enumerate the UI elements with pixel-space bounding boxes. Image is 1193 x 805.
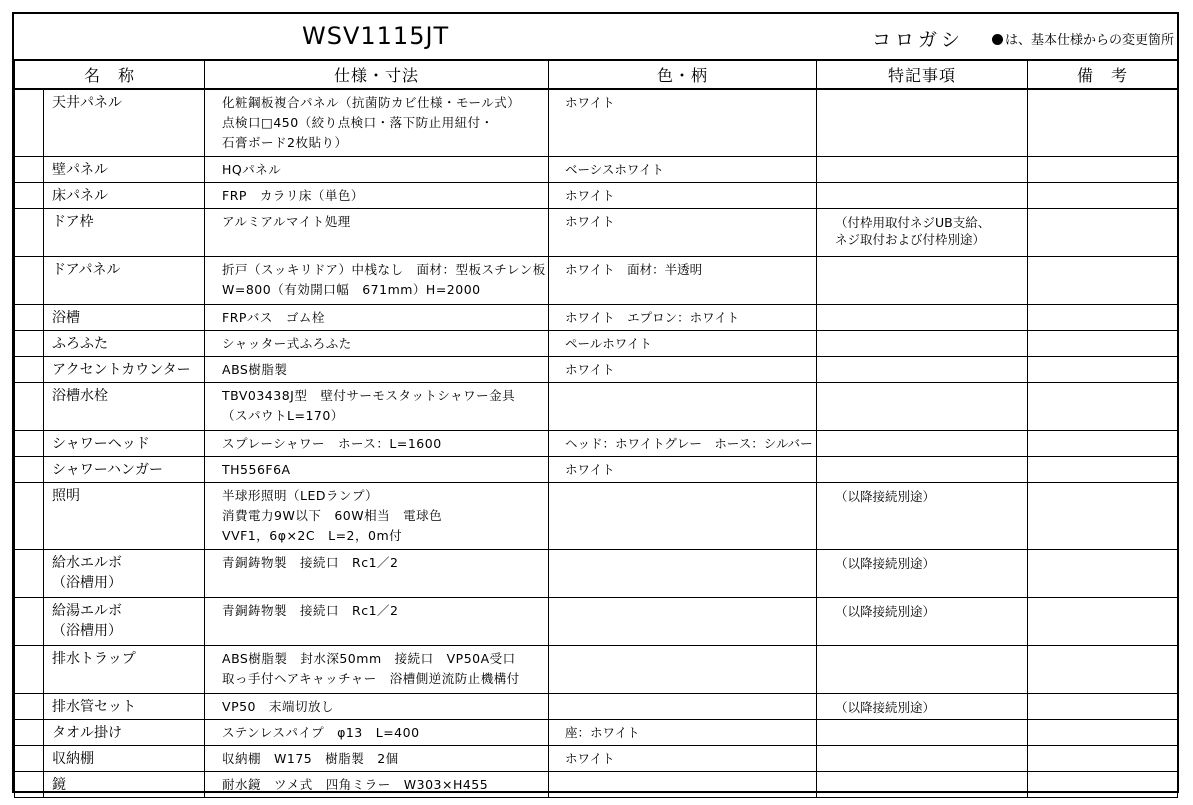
spec-cell bbox=[205, 209, 549, 257]
table-row bbox=[15, 89, 1178, 157]
name-text: 照明 bbox=[52, 488, 80, 504]
spec-cell bbox=[205, 257, 549, 305]
change-mark-cell bbox=[15, 257, 44, 305]
change-mark-cell bbox=[15, 331, 44, 357]
name-text: 収納棚 bbox=[52, 751, 94, 767]
name-cell bbox=[44, 431, 205, 457]
name-text: 浴槽 bbox=[52, 310, 80, 326]
name-cell bbox=[44, 157, 205, 183]
name-text: 給湯エルボ bbox=[52, 603, 122, 619]
change-mark-cell bbox=[15, 550, 44, 598]
table-row bbox=[15, 257, 1178, 305]
remarks-cell bbox=[1028, 357, 1178, 383]
color-cell bbox=[549, 431, 817, 457]
name-text: 排水トラップ bbox=[52, 651, 136, 667]
spec-text: 青銅鋳物製 接続口 Rc1／2 bbox=[222, 603, 399, 618]
remarks-cell bbox=[1028, 457, 1178, 483]
color-cell bbox=[549, 720, 817, 746]
table-header-row bbox=[15, 60, 1178, 90]
color-text: ホワイト bbox=[565, 362, 615, 377]
color-cell bbox=[549, 331, 817, 357]
spec-text: 半球形照明（LEDランプ） bbox=[222, 488, 379, 503]
name-cell bbox=[44, 305, 205, 331]
color-cell bbox=[549, 157, 817, 183]
spec-text: 収納棚 W175 樹脂製 2個 bbox=[222, 751, 399, 766]
spec-cell bbox=[205, 483, 549, 550]
special-cell bbox=[817, 183, 1028, 209]
change-mark-cell bbox=[15, 431, 44, 457]
spec-cell bbox=[205, 550, 549, 598]
color-cell bbox=[549, 772, 817, 798]
color-text: ヘッド：ホワイトグレー ホース：シルバー bbox=[565, 436, 813, 451]
spec-text: 折戸（スッキリドア）中桟なし 面材：型板スチレン板 bbox=[222, 262, 546, 277]
spec-text: TH556F6A bbox=[222, 462, 291, 477]
spec-sheet bbox=[12, 12, 1179, 793]
spec-table bbox=[14, 59, 1178, 798]
special-text: （以降接続別途） bbox=[835, 556, 936, 571]
spec-cell bbox=[205, 598, 549, 646]
change-mark-cell bbox=[15, 383, 44, 431]
name-cell bbox=[44, 183, 205, 209]
special-cell bbox=[817, 646, 1028, 694]
header-remarks: 備 考 bbox=[1028, 60, 1178, 90]
spec-text: TBV03438J型 壁付サーモスタットシャワー金具 bbox=[222, 388, 516, 403]
name-cell bbox=[44, 550, 205, 598]
name-text: 給水エルボ bbox=[52, 555, 122, 571]
remarks-cell bbox=[1028, 305, 1178, 331]
spec-cell bbox=[205, 183, 549, 209]
remarks-cell bbox=[1028, 331, 1178, 357]
special-text: （以降接続別途） bbox=[835, 604, 936, 619]
color-cell bbox=[549, 89, 817, 157]
table-row bbox=[15, 694, 1178, 720]
change-mark-cell bbox=[15, 772, 44, 798]
remarks-cell bbox=[1028, 383, 1178, 431]
model-number: WSV1115JT bbox=[302, 22, 450, 50]
spec-cell bbox=[205, 89, 549, 157]
name-text: ふろふた bbox=[52, 336, 108, 352]
change-mark-cell bbox=[15, 646, 44, 694]
spec-text: ABS樹脂製 封水深50mm 接続口 VP50A受口 bbox=[222, 651, 516, 666]
change-mark-cell bbox=[15, 357, 44, 383]
change-mark-cell bbox=[15, 746, 44, 772]
special-cell bbox=[817, 257, 1028, 305]
name-text: 壁パネル bbox=[52, 162, 108, 178]
change-mark-cell bbox=[15, 209, 44, 257]
name-text: （浴槽用） bbox=[52, 575, 122, 591]
table-body bbox=[15, 89, 1178, 798]
name-text: 天井パネル bbox=[52, 95, 122, 111]
remarks-cell bbox=[1028, 483, 1178, 550]
spec-text: W=800（有効開口幅 671mm）H=2000 bbox=[222, 282, 481, 297]
remarks-cell bbox=[1028, 720, 1178, 746]
remarks-cell bbox=[1028, 89, 1178, 157]
change-mark-cell bbox=[15, 598, 44, 646]
spec-cell bbox=[205, 772, 549, 798]
remarks-cell bbox=[1028, 598, 1178, 646]
spec-text: VP50 末端切放し bbox=[222, 699, 335, 714]
special-cell bbox=[817, 598, 1028, 646]
table-row bbox=[15, 209, 1178, 257]
table-row bbox=[15, 431, 1178, 457]
name-cell bbox=[44, 598, 205, 646]
remarks-cell bbox=[1028, 431, 1178, 457]
name-cell bbox=[44, 646, 205, 694]
change-mark-cell bbox=[15, 183, 44, 209]
color-cell bbox=[549, 357, 817, 383]
special-cell bbox=[817, 431, 1028, 457]
color-text: 座：ホワイト bbox=[565, 725, 640, 740]
table-row bbox=[15, 383, 1178, 431]
bullet-dot-icon bbox=[992, 34, 1003, 45]
special-cell bbox=[817, 305, 1028, 331]
name-text: 鏡 bbox=[52, 777, 66, 793]
table-row bbox=[15, 550, 1178, 598]
table-row bbox=[15, 598, 1178, 646]
special-cell bbox=[817, 720, 1028, 746]
spec-cell bbox=[205, 646, 549, 694]
table-row bbox=[15, 457, 1178, 483]
change-note-text: は、基本仕様からの変更箇所 bbox=[1005, 33, 1175, 48]
color-cell bbox=[549, 746, 817, 772]
special-text: （以降接続別途） bbox=[835, 700, 936, 715]
name-text: ドアパネル bbox=[52, 262, 121, 278]
name-cell bbox=[44, 694, 205, 720]
spec-text: シャッター式ふろふた bbox=[222, 336, 352, 351]
table-row bbox=[15, 720, 1178, 746]
remarks-cell bbox=[1028, 209, 1178, 257]
spec-text: 点検口□450（絞り点検口・落下防止用紐付・ bbox=[222, 115, 494, 130]
spec-text: 消費電力9W以下 60W相当 電球色 bbox=[222, 508, 443, 523]
remarks-cell bbox=[1028, 646, 1178, 694]
table-row bbox=[15, 157, 1178, 183]
change-mark-cell bbox=[15, 694, 44, 720]
spec-text: スプレーシャワー ホース：L=1600 bbox=[222, 436, 442, 451]
color-text: ペールホワイト bbox=[565, 336, 652, 351]
name-text: シャワーハンガー bbox=[52, 462, 164, 478]
color-cell bbox=[549, 209, 817, 257]
header-name: 名 称 bbox=[15, 60, 205, 90]
special-cell bbox=[817, 772, 1028, 798]
spec-cell bbox=[205, 457, 549, 483]
name-cell bbox=[44, 257, 205, 305]
special-cell bbox=[817, 331, 1028, 357]
special-cell bbox=[817, 157, 1028, 183]
name-text: 排水管セット bbox=[52, 699, 136, 715]
name-cell bbox=[44, 209, 205, 257]
spec-cell bbox=[205, 305, 549, 331]
table-row bbox=[15, 331, 1178, 357]
spec-text: 化粧鋼板複合パネル（抗菌防カビ仕様・モール式） bbox=[222, 95, 521, 110]
color-cell bbox=[549, 646, 817, 694]
header-color: 色・柄 bbox=[549, 60, 817, 90]
series-name: コロガシ bbox=[872, 29, 965, 51]
change-mark-cell bbox=[15, 89, 44, 157]
color-cell bbox=[549, 383, 817, 431]
color-text: ホワイト エプロン：ホワイト bbox=[565, 310, 740, 325]
name-text: 床パネル bbox=[52, 188, 108, 204]
remarks-cell bbox=[1028, 694, 1178, 720]
spec-text: 石膏ボード2枚貼り） bbox=[222, 135, 348, 150]
name-cell bbox=[44, 720, 205, 746]
spec-text: ABS樹脂製 bbox=[222, 362, 288, 377]
table-row bbox=[15, 183, 1178, 209]
remarks-cell bbox=[1028, 772, 1178, 798]
name-cell bbox=[44, 357, 205, 383]
header-special: 特記事項 bbox=[817, 60, 1028, 90]
name-text: アクセントカウンター bbox=[52, 362, 191, 378]
name-cell bbox=[44, 383, 205, 431]
table-row bbox=[15, 646, 1178, 694]
table-row bbox=[15, 483, 1178, 550]
change-mark-cell bbox=[15, 305, 44, 331]
spec-cell bbox=[205, 694, 549, 720]
remarks-cell bbox=[1028, 183, 1178, 209]
special-cell bbox=[817, 457, 1028, 483]
color-cell bbox=[549, 598, 817, 646]
name-text: 浴槽水栓 bbox=[52, 388, 108, 404]
color-cell bbox=[549, 305, 817, 331]
change-mark-cell bbox=[15, 483, 44, 550]
name-cell bbox=[44, 331, 205, 357]
remarks-cell bbox=[1028, 550, 1178, 598]
spec-cell bbox=[205, 357, 549, 383]
spec-cell bbox=[205, 431, 549, 457]
color-text: ホワイト bbox=[565, 462, 615, 477]
color-text: ホワイト bbox=[565, 188, 615, 203]
name-cell bbox=[44, 746, 205, 772]
change-mark-cell bbox=[15, 457, 44, 483]
special-text: （以降接続別途） bbox=[835, 489, 936, 504]
change-mark-cell bbox=[15, 720, 44, 746]
special-cell bbox=[817, 694, 1028, 720]
special-cell bbox=[817, 89, 1028, 157]
special-cell bbox=[817, 550, 1028, 598]
color-cell bbox=[549, 183, 817, 209]
special-text: ネジ取付および付枠別途） bbox=[835, 232, 986, 247]
color-cell bbox=[549, 550, 817, 598]
name-text: シャワーヘッド bbox=[52, 436, 150, 452]
color-text: ベーシスホワイト bbox=[565, 162, 665, 177]
special-text: （付枠用取付ネジUB支給、 bbox=[835, 215, 991, 230]
spec-cell bbox=[205, 331, 549, 357]
color-text: ホワイト bbox=[565, 751, 615, 766]
color-cell bbox=[549, 694, 817, 720]
name-cell bbox=[44, 483, 205, 550]
header-spec: 仕様・寸法 bbox=[205, 60, 549, 90]
table-row bbox=[15, 746, 1178, 772]
spec-text: FRP カラリ床（単色） bbox=[222, 188, 364, 203]
spec-text: アルミアルマイト処理 bbox=[222, 214, 351, 229]
color-text: ホワイト bbox=[565, 214, 615, 229]
special-cell bbox=[817, 209, 1028, 257]
name-cell bbox=[44, 457, 205, 483]
spec-text: 耐水鏡 ツメ式 四角ミラー W303×H455 bbox=[222, 777, 489, 792]
spec-cell bbox=[205, 720, 549, 746]
color-text: ホワイト bbox=[565, 95, 615, 110]
table-row bbox=[15, 305, 1178, 331]
special-cell bbox=[817, 483, 1028, 550]
spec-text: HQパネル bbox=[222, 162, 282, 177]
spec-cell bbox=[205, 157, 549, 183]
spec-cell bbox=[205, 383, 549, 431]
spec-text: 取っ手付ヘアキャッチャー 浴槽側逆流防止機構付 bbox=[222, 671, 520, 686]
table-row bbox=[15, 772, 1178, 798]
special-cell bbox=[817, 746, 1028, 772]
color-cell bbox=[549, 483, 817, 550]
change-mark-cell bbox=[15, 157, 44, 183]
name-text: タオル掛け bbox=[52, 725, 122, 741]
color-text: ホワイト 面材：半透明 bbox=[565, 262, 703, 277]
spec-text: （スパウトL=170） bbox=[222, 408, 344, 423]
special-cell bbox=[817, 383, 1028, 431]
spec-text: ステンレスパイプ φ13 L=400 bbox=[222, 725, 420, 740]
title-bar bbox=[14, 14, 1177, 61]
name-cell bbox=[44, 772, 205, 798]
spec-text: VVF1，6φ×2C L=2，0m付 bbox=[222, 528, 403, 543]
name-cell bbox=[44, 89, 205, 157]
spec-text: FRPバス ゴム栓 bbox=[222, 310, 325, 325]
spec-text: 青銅鋳物製 接続口 Rc1／2 bbox=[222, 555, 399, 570]
change-note bbox=[992, 29, 1174, 48]
special-cell bbox=[817, 357, 1028, 383]
table-row bbox=[15, 357, 1178, 383]
name-text: （浴槽用） bbox=[52, 623, 122, 639]
remarks-cell bbox=[1028, 257, 1178, 305]
spec-cell bbox=[205, 746, 549, 772]
remarks-cell bbox=[1028, 746, 1178, 772]
name-text: ドア枠 bbox=[52, 214, 94, 230]
color-cell bbox=[549, 257, 817, 305]
remarks-cell bbox=[1028, 157, 1178, 183]
color-cell bbox=[549, 457, 817, 483]
